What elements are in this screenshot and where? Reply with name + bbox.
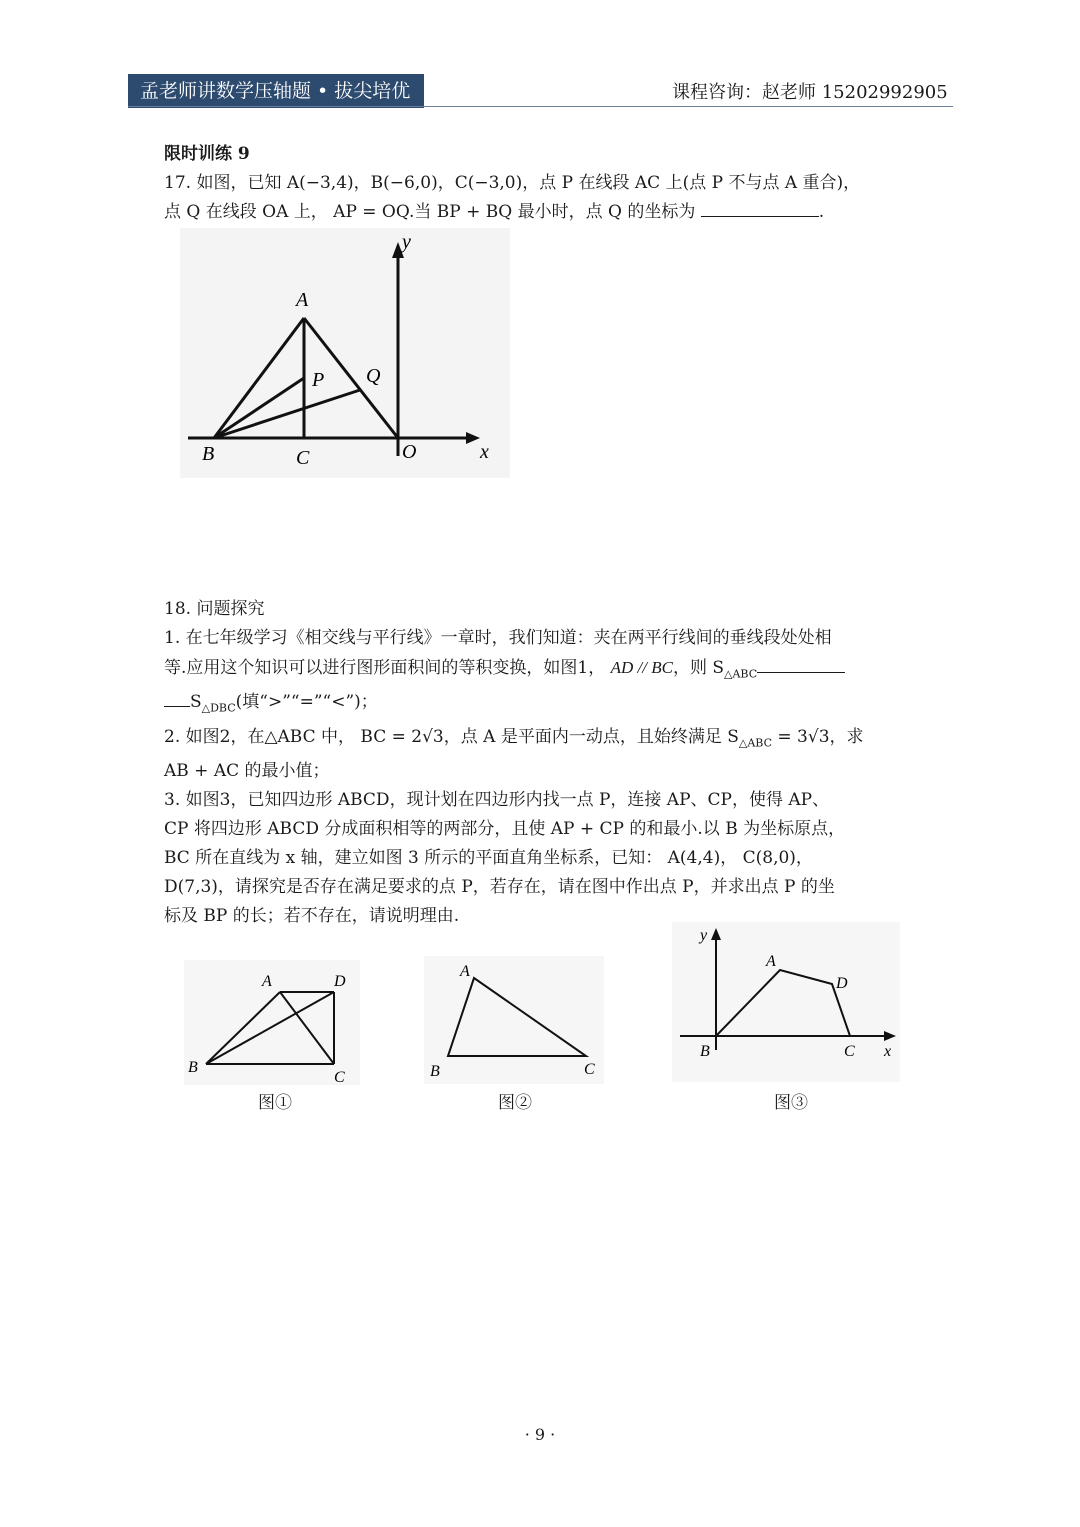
answer-blank-18-1a[interactable] xyxy=(757,658,845,673)
p1-line2-part-c: ，则 S xyxy=(672,658,725,678)
fig1-label-A: A xyxy=(262,973,272,990)
answer-blank-17[interactable] xyxy=(701,202,819,217)
figure-row-18 xyxy=(0,920,1080,1120)
problem18-title: 18. 问题探究 xyxy=(164,599,265,619)
problem17-line2 xyxy=(164,198,924,227)
label-B: B xyxy=(202,443,215,465)
figure-3-caption: 图③ xyxy=(774,1093,808,1113)
fig2-label-B: B xyxy=(430,1063,440,1080)
label-A: A xyxy=(296,289,309,311)
figure-1 xyxy=(184,960,360,1085)
fig3-label-A: A xyxy=(766,953,776,970)
label-x: x xyxy=(480,441,489,463)
problem18-p3-line3: BC 所在直线为 x 轴，建立如图 3 所示的平面直角坐标系，已知： A(4,4)， C(8,0)， xyxy=(164,848,813,869)
p1-line2-part-a: 等.应用这个知识可以进行图形面积间的等积变换，如图1， xyxy=(164,658,606,678)
p2-sub-abc: △ABC xyxy=(738,736,772,750)
problem18-p1-line1: 1. 在七年级学习《相交线与平行线》一章时，我们知道：夹在两平行线间的垂线段处处相 xyxy=(164,628,832,648)
answer-blank-18-1b[interactable] xyxy=(164,692,190,707)
figure-2-caption: 图② xyxy=(498,1093,532,1113)
problem18-p3-line4: D(7,3)，请探究是否存在满足要求的点 P，若存在，请在图中作出点 P，并求出点 P 的坐 xyxy=(164,877,835,898)
problem18-p2-line1 xyxy=(164,723,924,757)
figure-17 xyxy=(180,228,510,478)
p1-sub-dbc: △DBC xyxy=(201,701,236,715)
fig1-label-B: B xyxy=(188,1059,198,1076)
problem17-line2-text: 点 Q 在线段 OA 上， AP = OQ.当 BP + BQ 最小时，点 Q 的坐标为 xyxy=(164,202,696,222)
p2-line1-part-a: 2. 如图2，在△ABC 中， BC = 2√3，点 A 是平面内一动点，且始终满足 S xyxy=(164,726,739,747)
p2-line1-part-b: = 3√3，求 xyxy=(772,726,864,747)
figure-2-background xyxy=(424,956,604,1084)
section-title: 限时训练 9 xyxy=(164,144,250,164)
fig3-label-D: D xyxy=(836,975,848,992)
fig2-label-C: C xyxy=(584,1061,595,1078)
figure-1-caption: 图① xyxy=(258,1093,292,1113)
problem17-line2-end: . xyxy=(818,202,825,222)
fig1-label-C: C xyxy=(334,1069,345,1085)
fig3-label-y: y xyxy=(700,927,708,944)
figure-3 xyxy=(672,922,900,1082)
fig2-label-A: A xyxy=(460,963,470,980)
problem17-line1: 17. 如图，已知 A(−3,4)，B(−6,0)，C(−3,0)，点 P 在线段 AC 上(点 P 不与点 A 重合)， xyxy=(164,173,861,193)
problem18-p1-line2 xyxy=(164,653,924,688)
page-number: · 9 · xyxy=(524,1425,556,1444)
fig1-label-D: D xyxy=(334,973,346,990)
problem18-p3-line1: 3. 如图3，已知四边形 ABCD，现计划在四边形内找一点 P，连接 AP、CP，使得 AP、 xyxy=(164,790,830,811)
header-divider xyxy=(128,106,953,107)
problem18-p3-line5: 标及 BP 的长；若不存在，请说明理由. xyxy=(164,906,460,927)
problem18-p2-line2: AB + AC 的最小值； xyxy=(164,761,330,782)
p1-line3-s: S xyxy=(190,692,202,713)
fig3-label-B: B xyxy=(700,1043,710,1060)
figure-17-background xyxy=(180,228,510,478)
figure-2 xyxy=(424,956,604,1084)
problem18-p3-line2: CP 将四边形 ABCD 分成面积相等的两部分，且使 AP + CP 的和最小.以 B 为坐标原点， xyxy=(164,819,846,840)
fig3-label-C: C xyxy=(844,1043,855,1060)
label-C: C xyxy=(296,447,310,469)
p1-line3-rest: (填“>”“=”“<”)； xyxy=(235,692,378,713)
fig3-label-x: x xyxy=(884,1043,892,1060)
header-title: 孟老师讲数学压轴题 • 拔尖培优 xyxy=(128,74,424,108)
label-y: y xyxy=(402,231,411,253)
problem18-p1-line3 xyxy=(164,688,924,722)
label-O: O xyxy=(402,441,417,463)
label-P: P xyxy=(312,369,325,391)
p1-parallel-expr: AD // BC xyxy=(610,658,673,677)
header-contact: 课程咨询：赵老师 15202992905 xyxy=(672,82,948,103)
p1-sub-abc: △ABC xyxy=(724,667,758,681)
label-Q: Q xyxy=(366,365,381,387)
